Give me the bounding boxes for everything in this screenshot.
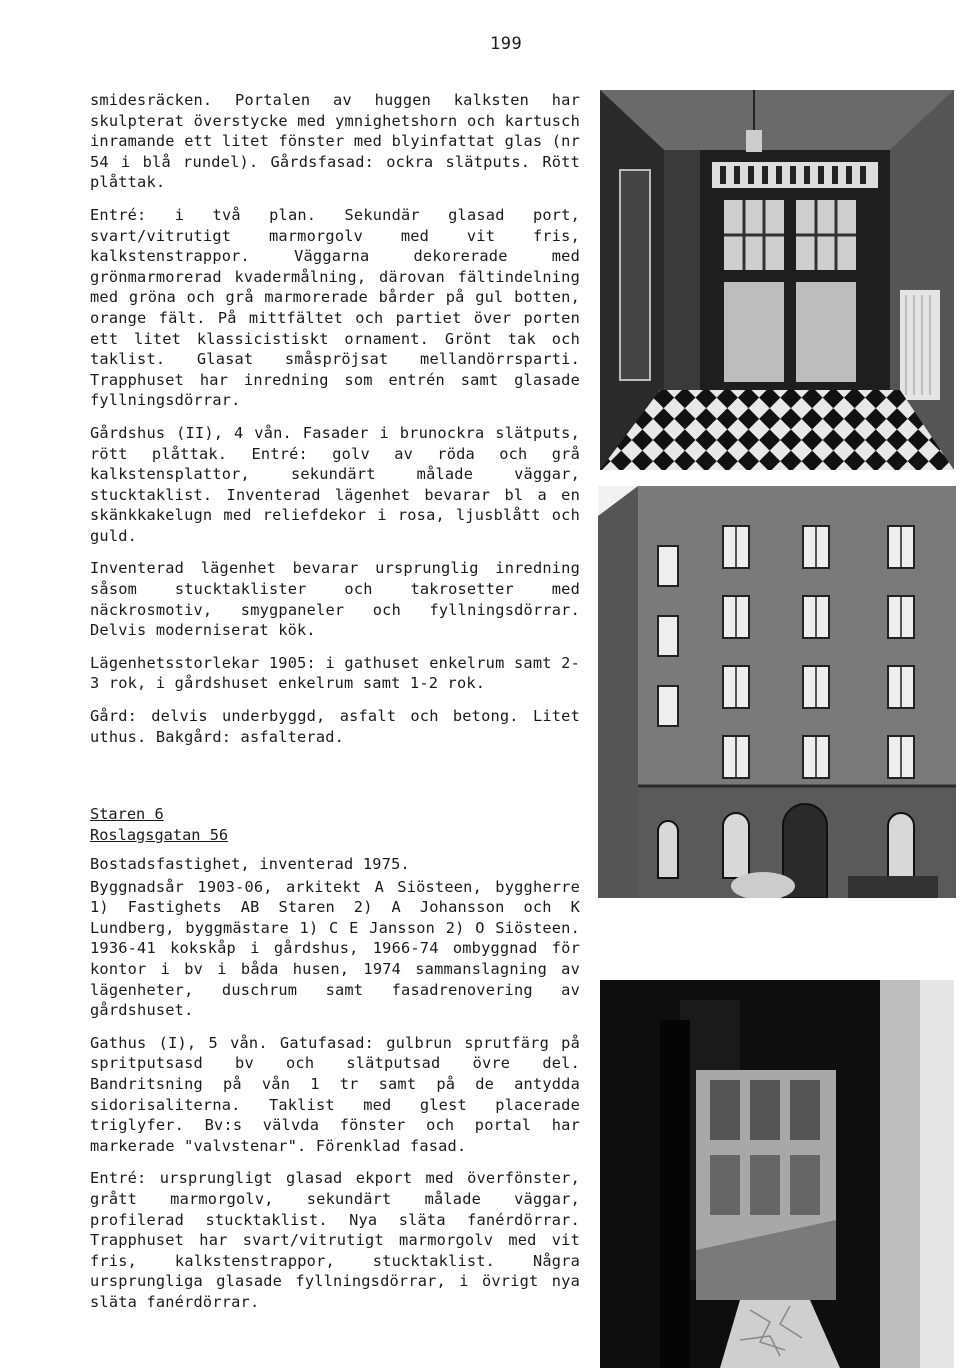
entrance-hall-photo (600, 90, 954, 470)
building-facade-photo (598, 486, 956, 898)
section-title: Staren 6 (90, 805, 164, 823)
paragraph-entrance: Entré: i två plan. Sekundär glasad port, svart/vitrutigt marmorgolv med vit fris, kalkstenstrappor. Väggarna dekorerade med grönmarmorerad kvadermålning, därovan fältindelning med gröna och grå marmorerade bårder på gul botten, orange fält. På mittfältet och partiet över porten ett litet klassicistiskt ornament. Grönt tak och taklist. Glasat småspröjsat mellandörrsparti. Trapphuset har inredning som entrén samt glasade fyllningsdörrar. (90, 205, 580, 410)
paragraph-portal: smidesräcken. Portalen av huggen kalksten har skulpterat överstycke med ymnighetshorn och kartusch inramande ett litet fönster med blyinfattat glas (nr 54 i blå rundel). Gårdsfasad: ockra slätputs. Rött plåttak. (90, 91, 580, 192)
section-heading (90, 804, 580, 845)
paragraph-entrance-2: Entré: ursprungligt glasad ekport med överfönster, grått marmorgolv, sekundärt målade väggar, profilerad stucktaklist. Nya släta fanérdörrar. Trapphuset har svart/vitrutigt marmorgolv med vit fris, kalkstenstrappor, stucktaklist. Några ursprungliga glasade fyllningsdörrar, i övrigt nya släta fanérdörrar. (90, 1169, 580, 1311)
page-number: 199 (490, 34, 523, 54)
paragraph-apartment-sizes: Lägenhetsstorlekar 1905: i gathuset enkelrum samt 2-3 rok, i gårdshuset enkelrum samt 1-2 rok. (90, 653, 580, 693)
paragraph-yard: Gård: delvis underbyggd, asfalt och betong. Litet uthus. Bakgård: asfalterad. (90, 707, 580, 746)
section-address: Roslagsgatan 56 (90, 825, 229, 844)
paragraph-street-house: Gathus (I), 5 vån. Gatufasad: gulbrun sprutfärg på spritputsasd bv och slätputsad övre del. Bandritsning på vån 1 tr samt på de antydda sidorisaliterna. Taklist med glest placerade triglyfer. Bv:s välvda fönster och portal har markerade "valvstenar". Förenklad fasad. (90, 1033, 580, 1155)
lower-text-column (90, 854, 580, 1324)
paragraph-construction: Byggnadsår 1903-06, arkitekt A Siösteen, byggherre 1) Fastighets AB Staren 2) A Johansson och K Lundberg, byggmästare 1) C E Jansson 2) O Siösteen. 1936-41 kokskåp i gårdshus, 1966-74 ombyggnad för kontor i bv i båda husen, 1974 sammanslagning av lägenheter, duschrum samt fasadrenovering av gårdshuset. (90, 877, 580, 1020)
paragraph-courtyard-house: Gårdshus (II), 4 vån. Fasader i brunockra slätputs, rött plåttak. Entré: golv av röda och grå kalkstensplattor, sekundärt målade väggar, stucktaklist. Inventerad lägenhet bevarar bl a en skänkkakelugn med reliefdekor i rosa, ljusblått och guld. (90, 423, 580, 545)
courtyard-doorway-photo (600, 980, 954, 1368)
upper-text-column (90, 90, 580, 759)
paragraph-inventory: Bostadsfastighet, inventerad 1975. (90, 855, 410, 873)
paragraph-apartment: Inventerad lägenhet bevarar ursprunglig inredning såsom stucktaklister och takrosetter med näckrosmotiv, smygpaneler och fyllningsdörrar. Delvis moderniserat kök. (90, 559, 580, 640)
